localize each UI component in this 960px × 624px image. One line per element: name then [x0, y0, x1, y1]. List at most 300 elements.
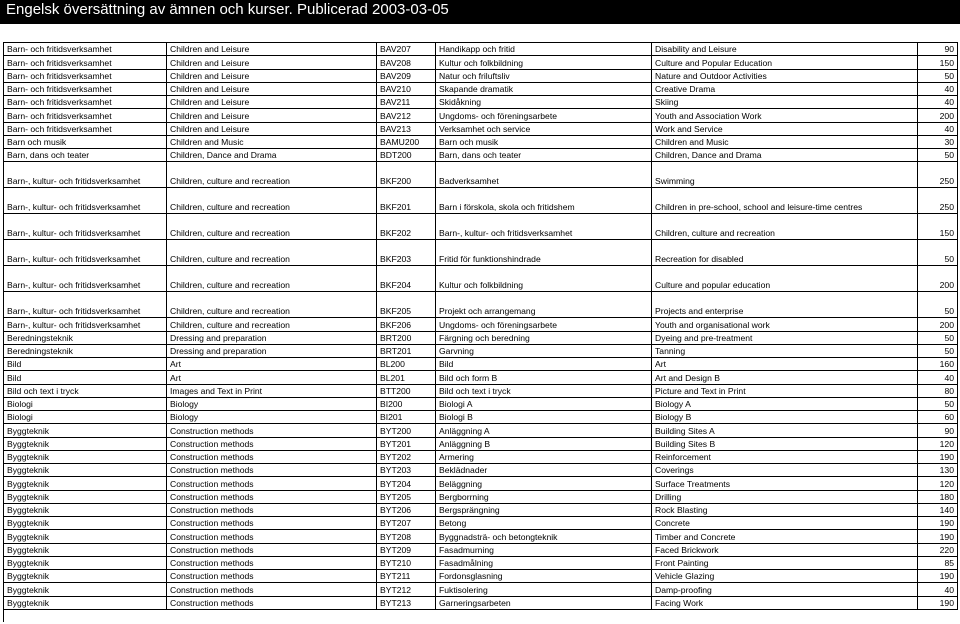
points-text: 50 — [944, 399, 954, 409]
course-sv-text: Garvning — [439, 346, 474, 356]
table-row — [4, 438, 958, 451]
subject-sv-text: Barn- och fritidsverksamhet — [7, 84, 112, 94]
course-sv-cell — [436, 570, 652, 582]
table-row — [4, 149, 958, 162]
course-en-text: Culture and popular education — [655, 280, 771, 291]
subject-sv-cell — [4, 371, 167, 383]
points-text: 120 — [939, 438, 954, 449]
subject-en-text: Biology — [170, 412, 199, 423]
course-sv-text: Verksamhet och service — [439, 123, 531, 134]
course-code-cell — [377, 371, 436, 383]
subject-en-text: Art — [170, 359, 181, 370]
course-en-text: Projects and enterprise — [655, 306, 744, 317]
course-en-text: Children, Dance and Drama — [655, 150, 762, 161]
table-row — [4, 411, 958, 424]
course-code-cell — [377, 83, 436, 95]
course-sv-text: Bergborrning — [439, 491, 489, 502]
course-sv-text: Barn i förskola, skola och fritidshem — [439, 202, 575, 213]
subject-sv-text: Biologi — [7, 399, 33, 409]
subject-en-cell — [167, 318, 377, 330]
subject-en-cell — [167, 451, 377, 463]
points-cell — [918, 358, 958, 370]
course-en-text: Faced Brickwork — [655, 544, 719, 555]
subject-en-cell — [167, 149, 377, 161]
points-cell — [918, 214, 958, 239]
course-sv-text: Barn-, kultur- och fritidsverksamhet — [439, 228, 573, 239]
table-row — [4, 544, 958, 557]
subject-en-text: Dressing and preparation — [170, 332, 267, 343]
table-row — [4, 136, 958, 149]
points-text: 50 — [944, 346, 954, 356]
subject-en-text: Construction methods — [170, 452, 254, 462]
subject-sv-text: Bild — [7, 372, 22, 383]
course-en-cell — [652, 240, 918, 265]
subject-sv-text: Barn-, kultur- och fritidsverksamhet — [7, 176, 141, 187]
points-cell — [918, 491, 958, 503]
subject-sv-text: Byggteknik — [7, 518, 50, 529]
table-row — [4, 570, 958, 583]
subject-en-cell — [167, 557, 377, 569]
subject-sv-text: Barn- och fritidsverksamhet — [7, 57, 112, 68]
subject-sv-text: Barn-, kultur- och fritidsverksamhet — [7, 280, 141, 291]
course-code-text: BAV207 — [380, 44, 411, 55]
subject-en-text: Children and Leisure — [170, 70, 250, 81]
points-cell — [918, 451, 958, 463]
subject-en-text: Dressing and preparation — [170, 346, 267, 356]
points-text: 80 — [944, 385, 954, 396]
subject-en-text: Construction methods — [170, 465, 254, 476]
points-cell — [918, 56, 958, 68]
subject-en-text: Children and Music — [170, 137, 244, 147]
course-sv-text: Byggnadsträ- och betongteknik — [439, 531, 558, 542]
points-cell — [918, 123, 958, 135]
course-sv-cell — [436, 345, 652, 357]
course-sv-text: Badverksamhet — [439, 176, 499, 187]
course-en-cell — [652, 162, 918, 187]
subject-sv-text: Byggteknik — [7, 571, 50, 582]
subject-en-cell — [167, 411, 377, 423]
points-cell — [918, 385, 958, 397]
subject-en-text: Children and Leisure — [170, 84, 250, 94]
course-code-cell — [377, 70, 436, 82]
subject-sv-text: Byggteknik — [7, 438, 50, 449]
course-sv-cell — [436, 477, 652, 489]
course-sv-cell — [436, 149, 652, 161]
subject-en-cell — [167, 424, 377, 436]
table-row — [4, 109, 958, 122]
subject-en-text: Children, Dance and Drama — [170, 150, 277, 161]
points-text: 85 — [944, 558, 954, 568]
course-en-text: Youth and organisational work — [655, 319, 770, 330]
subject-sv-text: Byggteknik — [7, 584, 50, 595]
points-text: 190 — [939, 571, 954, 582]
course-code-cell — [377, 96, 436, 108]
course-en-text: Building Sites B — [655, 438, 716, 449]
subject-sv-cell — [4, 70, 167, 82]
points-text: 30 — [944, 137, 954, 147]
table-row — [4, 424, 958, 437]
course-sv-text: Ungdoms- och föreningsarbete — [439, 319, 557, 330]
points-text: 90 — [944, 44, 954, 55]
table-row — [4, 188, 958, 214]
subject-sv-cell — [4, 83, 167, 95]
course-sv-text: Fordonsglasning — [439, 571, 503, 582]
course-code-cell — [377, 266, 436, 291]
course-sv-text: Bergsprängning — [439, 505, 500, 515]
course-en-cell — [652, 477, 918, 489]
points-text: 130 — [939, 465, 954, 476]
subject-sv-text: Barn- och fritidsverksamhet — [7, 44, 112, 55]
points-cell — [918, 318, 958, 330]
course-code-text: BRT200 — [380, 332, 412, 343]
course-sv-text: Bild och text i tryck — [439, 385, 511, 396]
subject-sv-text: Byggteknik — [7, 425, 50, 436]
subject-en-cell — [167, 385, 377, 397]
subject-en-cell — [167, 162, 377, 187]
subject-en-text: Construction methods — [170, 425, 254, 436]
course-code-cell — [377, 385, 436, 397]
course-en-text: Culture and Popular Education — [655, 57, 773, 68]
subject-en-text: Construction methods — [170, 558, 254, 568]
subject-sv-text: Byggteknik — [7, 465, 50, 476]
course-en-cell — [652, 385, 918, 397]
subject-en-cell — [167, 136, 377, 148]
subject-en-text: Children, culture and recreation — [170, 176, 290, 187]
course-sv-cell — [436, 544, 652, 556]
subject-en-text: Construction methods — [170, 571, 254, 582]
course-sv-cell — [436, 266, 652, 291]
course-code-cell — [377, 557, 436, 569]
subject-sv-cell — [4, 464, 167, 476]
table-row — [4, 451, 958, 464]
subject-sv-text: Byggteknik — [7, 531, 50, 542]
subject-en-cell — [167, 292, 377, 317]
course-en-text: Facing Work — [655, 597, 704, 608]
course-sv-cell — [436, 240, 652, 265]
subject-en-cell — [167, 477, 377, 489]
course-en-cell — [652, 530, 918, 542]
subject-sv-cell — [4, 43, 167, 55]
course-sv-text: Biologi B — [439, 412, 473, 423]
subject-sv-text: Byggteknik — [7, 452, 50, 462]
subject-en-cell — [167, 438, 377, 450]
subject-sv-text: Byggteknik — [7, 544, 50, 555]
points-text: 90 — [944, 425, 954, 436]
subject-sv-cell — [4, 266, 167, 291]
subject-en-text: Children and Leisure — [170, 57, 250, 68]
course-en-cell — [652, 136, 918, 148]
course-en-text: Art and Design B — [655, 372, 720, 383]
subject-en-cell — [167, 544, 377, 556]
table-row — [4, 318, 958, 331]
course-code-text: BAV210 — [380, 84, 411, 94]
table-row — [4, 491, 958, 504]
points-cell — [918, 240, 958, 265]
page-banner — [0, 0, 960, 24]
subject-sv-text: Bild och text i tryck — [7, 385, 79, 396]
course-sv-cell — [436, 491, 652, 503]
points-text: 250 — [939, 176, 954, 187]
course-code-cell — [377, 544, 436, 556]
points-text: 140 — [939, 505, 954, 515]
course-code-cell — [377, 149, 436, 161]
points-text: 50 — [944, 306, 954, 317]
points-cell — [918, 70, 958, 82]
course-en-cell — [652, 491, 918, 503]
course-code-cell — [377, 583, 436, 595]
subject-sv-text: Bild — [7, 359, 22, 370]
points-cell — [918, 597, 958, 609]
subject-sv-cell — [4, 358, 167, 370]
subject-sv-cell — [4, 597, 167, 609]
points-cell — [918, 188, 958, 213]
table-row — [4, 345, 958, 358]
points-cell — [918, 332, 958, 344]
subject-en-text: Biology — [170, 399, 199, 409]
subject-sv-text: Beredningsteknik — [7, 346, 73, 356]
points-cell — [918, 570, 958, 582]
course-sv-cell — [436, 504, 652, 516]
course-code-text: BYT204 — [380, 478, 412, 489]
course-code-text: BI201 — [380, 412, 403, 423]
course-sv-cell — [436, 188, 652, 213]
table-row — [4, 70, 958, 83]
course-en-text: Children in pre-school, school and leisure-time centres — [655, 202, 863, 213]
subject-sv-cell — [4, 56, 167, 68]
course-sv-cell — [436, 597, 652, 609]
subject-en-text: Construction methods — [170, 531, 254, 542]
course-en-text: Vehicle Glazing — [655, 571, 715, 582]
course-sv-text: Skapande dramatik — [439, 84, 514, 94]
course-code-text: BAMU200 — [380, 137, 420, 147]
subject-en-cell — [167, 530, 377, 542]
course-sv-text: Beklädnader — [439, 465, 488, 476]
subject-en-text: Construction methods — [170, 491, 254, 502]
subject-sv-text: Byggteknik — [7, 558, 50, 568]
subject-sv-cell — [4, 240, 167, 265]
subject-sv-cell — [4, 136, 167, 148]
table-row — [4, 56, 958, 69]
course-code-text: BTT200 — [380, 385, 411, 396]
course-code-cell — [377, 162, 436, 187]
course-en-cell — [652, 424, 918, 436]
subject-sv-text: Barn- och fritidsverksamhet — [7, 110, 112, 121]
course-code-cell — [377, 570, 436, 582]
course-en-text: Recreation for disabled — [655, 254, 744, 265]
points-cell — [918, 162, 958, 187]
course-en-cell — [652, 464, 918, 476]
course-sv-cell — [436, 583, 652, 595]
course-code-text: BYT203 — [380, 465, 412, 476]
table-row — [4, 477, 958, 490]
course-en-text: Skiing — [655, 97, 679, 108]
course-code-text: BKF204 — [380, 280, 412, 291]
subject-en-text: Construction methods — [170, 505, 254, 515]
points-cell — [918, 109, 958, 121]
course-en-text: Children, culture and recreation — [655, 228, 775, 239]
course-en-cell — [652, 318, 918, 330]
course-en-cell — [652, 149, 918, 161]
course-code-text: BYT205 — [380, 491, 412, 502]
course-sv-cell — [436, 56, 652, 68]
course-en-text: Dyeing and pre-treatment — [655, 332, 753, 343]
table-row — [4, 398, 958, 411]
subject-en-text: Children and Leisure — [170, 97, 250, 108]
subject-sv-cell — [4, 162, 167, 187]
course-code-text: BKF200 — [380, 176, 412, 187]
subject-sv-cell — [4, 557, 167, 569]
subject-sv-cell — [4, 96, 167, 108]
course-code-text: BYT201 — [380, 438, 412, 449]
course-code-cell — [377, 438, 436, 450]
table-row — [4, 504, 958, 517]
course-code-text: BL200 — [380, 359, 405, 370]
course-en-text: Timber and Concrete — [655, 531, 736, 542]
points-cell — [918, 266, 958, 291]
course-sv-cell — [436, 517, 652, 529]
subject-en-cell — [167, 266, 377, 291]
points-cell — [918, 438, 958, 450]
course-code-cell — [377, 464, 436, 476]
subject-en-text: Construction methods — [170, 438, 254, 449]
course-code-cell — [377, 292, 436, 317]
course-table — [3, 42, 958, 622]
course-code-text: BYT207 — [380, 518, 412, 529]
course-sv-cell — [436, 136, 652, 148]
course-sv-text: Garneringsarbeten — [439, 597, 511, 608]
course-sv-text: Barn, dans och teater — [439, 150, 522, 161]
course-en-cell — [652, 570, 918, 582]
course-code-text: BAV208 — [380, 57, 411, 68]
course-code-text: BYT209 — [380, 544, 412, 555]
course-en-cell — [652, 96, 918, 108]
subject-en-text: Construction methods — [170, 518, 254, 529]
points-cell — [918, 504, 958, 516]
points-text: 150 — [939, 228, 954, 239]
subject-sv-cell — [4, 530, 167, 542]
course-sv-cell — [436, 43, 652, 55]
subject-en-cell — [167, 504, 377, 516]
points-text: 50 — [944, 332, 954, 343]
course-en-cell — [652, 451, 918, 463]
subject-en-cell — [167, 371, 377, 383]
points-cell — [918, 43, 958, 55]
subject-sv-cell — [4, 477, 167, 489]
subject-sv-cell — [4, 583, 167, 595]
subject-en-cell — [167, 398, 377, 410]
course-code-cell — [377, 398, 436, 410]
course-en-text: Creative Drama — [655, 84, 716, 94]
course-sv-cell — [436, 424, 652, 436]
course-en-text: Rock Blasting — [655, 505, 708, 515]
subject-sv-cell — [4, 438, 167, 450]
table-row — [4, 371, 958, 384]
course-code-text: BAV211 — [380, 97, 411, 108]
points-text: 50 — [944, 70, 954, 81]
course-sv-text: Projekt och arrangemang — [439, 306, 536, 317]
course-code-cell — [377, 188, 436, 213]
course-en-text: Art — [655, 359, 666, 370]
subject-sv-cell — [4, 332, 167, 344]
course-sv-cell — [436, 438, 652, 450]
points-text: 150 — [939, 57, 954, 68]
points-text: 190 — [939, 531, 954, 542]
subject-sv-text: Biologi — [7, 412, 33, 423]
course-code-cell — [377, 332, 436, 344]
course-code-text: BDT200 — [380, 150, 412, 161]
course-code-cell — [377, 517, 436, 529]
course-code-cell — [377, 597, 436, 609]
subject-sv-cell — [4, 292, 167, 317]
course-en-text: Youth and Association Work — [655, 110, 762, 121]
points-text: 180 — [939, 491, 954, 502]
points-cell — [918, 345, 958, 357]
subject-sv-text: Barn-, kultur- och fritidsverksamhet — [7, 228, 141, 239]
subject-sv-text: Byggteknik — [7, 505, 50, 515]
points-cell — [918, 583, 958, 595]
table-row — [4, 96, 958, 109]
course-code-text: BKF206 — [380, 319, 412, 330]
points-cell — [918, 411, 958, 423]
subject-en-text: Children, culture and recreation — [170, 254, 290, 265]
course-code-cell — [377, 530, 436, 542]
course-en-text: Tanning — [655, 346, 686, 356]
course-sv-text: Betong — [439, 518, 467, 529]
points-text: 250 — [939, 202, 954, 213]
points-text: 190 — [939, 518, 954, 529]
subject-en-cell — [167, 214, 377, 239]
points-text: 190 — [939, 597, 954, 608]
course-en-cell — [652, 214, 918, 239]
course-sv-cell — [436, 318, 652, 330]
course-code-cell — [377, 345, 436, 357]
course-en-cell — [652, 583, 918, 595]
points-cell — [918, 83, 958, 95]
course-en-text: Damp-proofing — [655, 584, 712, 595]
course-en-cell — [652, 43, 918, 55]
course-code-text: BYT211 — [380, 571, 411, 582]
course-en-cell — [652, 345, 918, 357]
course-sv-text: Ungdoms- och föreningsarbete — [439, 110, 557, 121]
points-cell — [918, 292, 958, 317]
course-en-cell — [652, 70, 918, 82]
table-row — [4, 358, 958, 371]
points-cell — [918, 136, 958, 148]
course-en-cell — [652, 56, 918, 68]
course-sv-text: Kultur och folkbildning — [439, 280, 524, 291]
subject-en-text: Children, culture and recreation — [170, 306, 290, 317]
subject-en-cell — [167, 597, 377, 609]
table-row — [4, 266, 958, 292]
points-text: 60 — [944, 412, 954, 423]
subject-en-cell — [167, 464, 377, 476]
subject-en-cell — [167, 345, 377, 357]
points-text: 120 — [939, 478, 954, 489]
points-text: 220 — [939, 544, 954, 555]
course-code-text: BYT206 — [380, 505, 412, 515]
table-row — [4, 123, 958, 136]
subject-sv-text: Barn, dans och teater — [7, 150, 90, 161]
course-en-text: Nature and Outdoor Activities — [655, 70, 767, 81]
course-en-cell — [652, 517, 918, 529]
table-row — [4, 292, 958, 318]
points-text: 190 — [939, 452, 954, 462]
course-code-text: BL201 — [380, 372, 405, 383]
subject-en-cell — [167, 583, 377, 595]
subject-sv-cell — [4, 123, 167, 135]
table-row — [4, 332, 958, 345]
subject-sv-cell — [4, 517, 167, 529]
